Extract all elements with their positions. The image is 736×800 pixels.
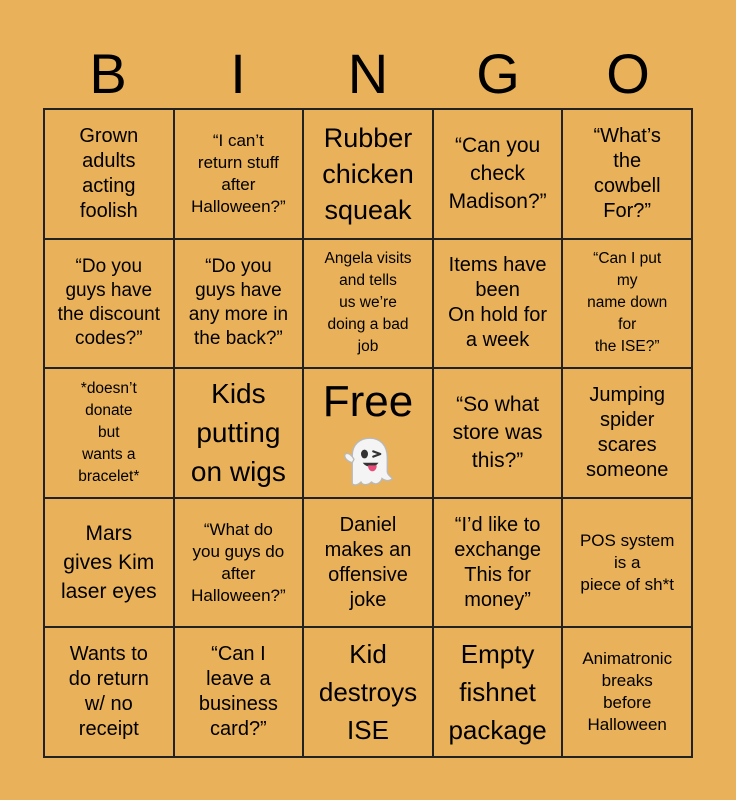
bingo-cell[interactable]: Daniel makes an offensive joke xyxy=(303,498,433,628)
bingo-cell[interactable]: “I can’t return stuff after Halloween?” xyxy=(174,109,304,239)
header-letter-i: I xyxy=(230,42,246,105)
free-label: Free xyxy=(322,376,414,426)
bingo-cell[interactable]: Rubber chicken squeak xyxy=(303,109,433,239)
bingo-header xyxy=(43,40,693,108)
bingo-cell[interactable]: Angela visits and tells us we’re doing a bad job xyxy=(303,239,433,369)
bingo-cell[interactable]: Grown adults acting foolish xyxy=(44,109,174,239)
bingo-cell[interactable]: Items have been On hold for a week xyxy=(433,239,563,369)
ghost-icon xyxy=(340,433,396,489)
bingo-cell[interactable]: Empty fishnet package xyxy=(433,627,563,757)
bingo-cell[interactable]: “Can I leave a business card?” xyxy=(174,627,304,757)
header-letter-o: O xyxy=(606,42,650,105)
bingo-cell[interactable]: Wants to do return w/ no receipt xyxy=(44,627,174,757)
bingo-cell[interactable]: “Can I put my name down for the ISE?” xyxy=(562,239,692,369)
bingo-cell[interactable]: Kid destroys ISE xyxy=(303,627,433,757)
bingo-cell[interactable]: “Do you guys have any more in the back?” xyxy=(174,239,304,369)
bingo-cell[interactable]: Jumping spider scares someone xyxy=(562,368,692,498)
header-letter-n: N xyxy=(347,42,389,105)
bingo-cell[interactable]: “What do you guys do after Halloween?” xyxy=(174,498,304,628)
bingo-cell[interactable]: Kids putting on wigs xyxy=(174,368,304,498)
bingo-cell[interactable]: “What’s the cowbell For?” xyxy=(562,109,692,239)
bingo-card xyxy=(43,108,693,758)
bingo-cell[interactable]: *doesn’t donate but wants a bracelet* xyxy=(44,368,174,498)
bingo-cell[interactable]: “So what store was this?” xyxy=(433,368,563,498)
bingo-cell[interactable]: POS system is a piece of sh*t xyxy=(562,498,692,628)
free-space[interactable] xyxy=(303,368,433,498)
bingo-cell[interactable]: “Can you check Madison?” xyxy=(433,109,563,239)
bingo-cell[interactable]: “I’d like to exchange This for money” xyxy=(433,498,563,628)
header-letter-g: G xyxy=(476,42,520,105)
header-letter-b: B xyxy=(89,42,127,105)
bingo-cell[interactable]: Animatronic breaks before Halloween xyxy=(562,627,692,757)
bingo-cell[interactable]: “Do you guys have the discount codes?” xyxy=(44,239,174,369)
bingo-cell[interactable]: Mars gives Kim laser eyes xyxy=(44,498,174,628)
